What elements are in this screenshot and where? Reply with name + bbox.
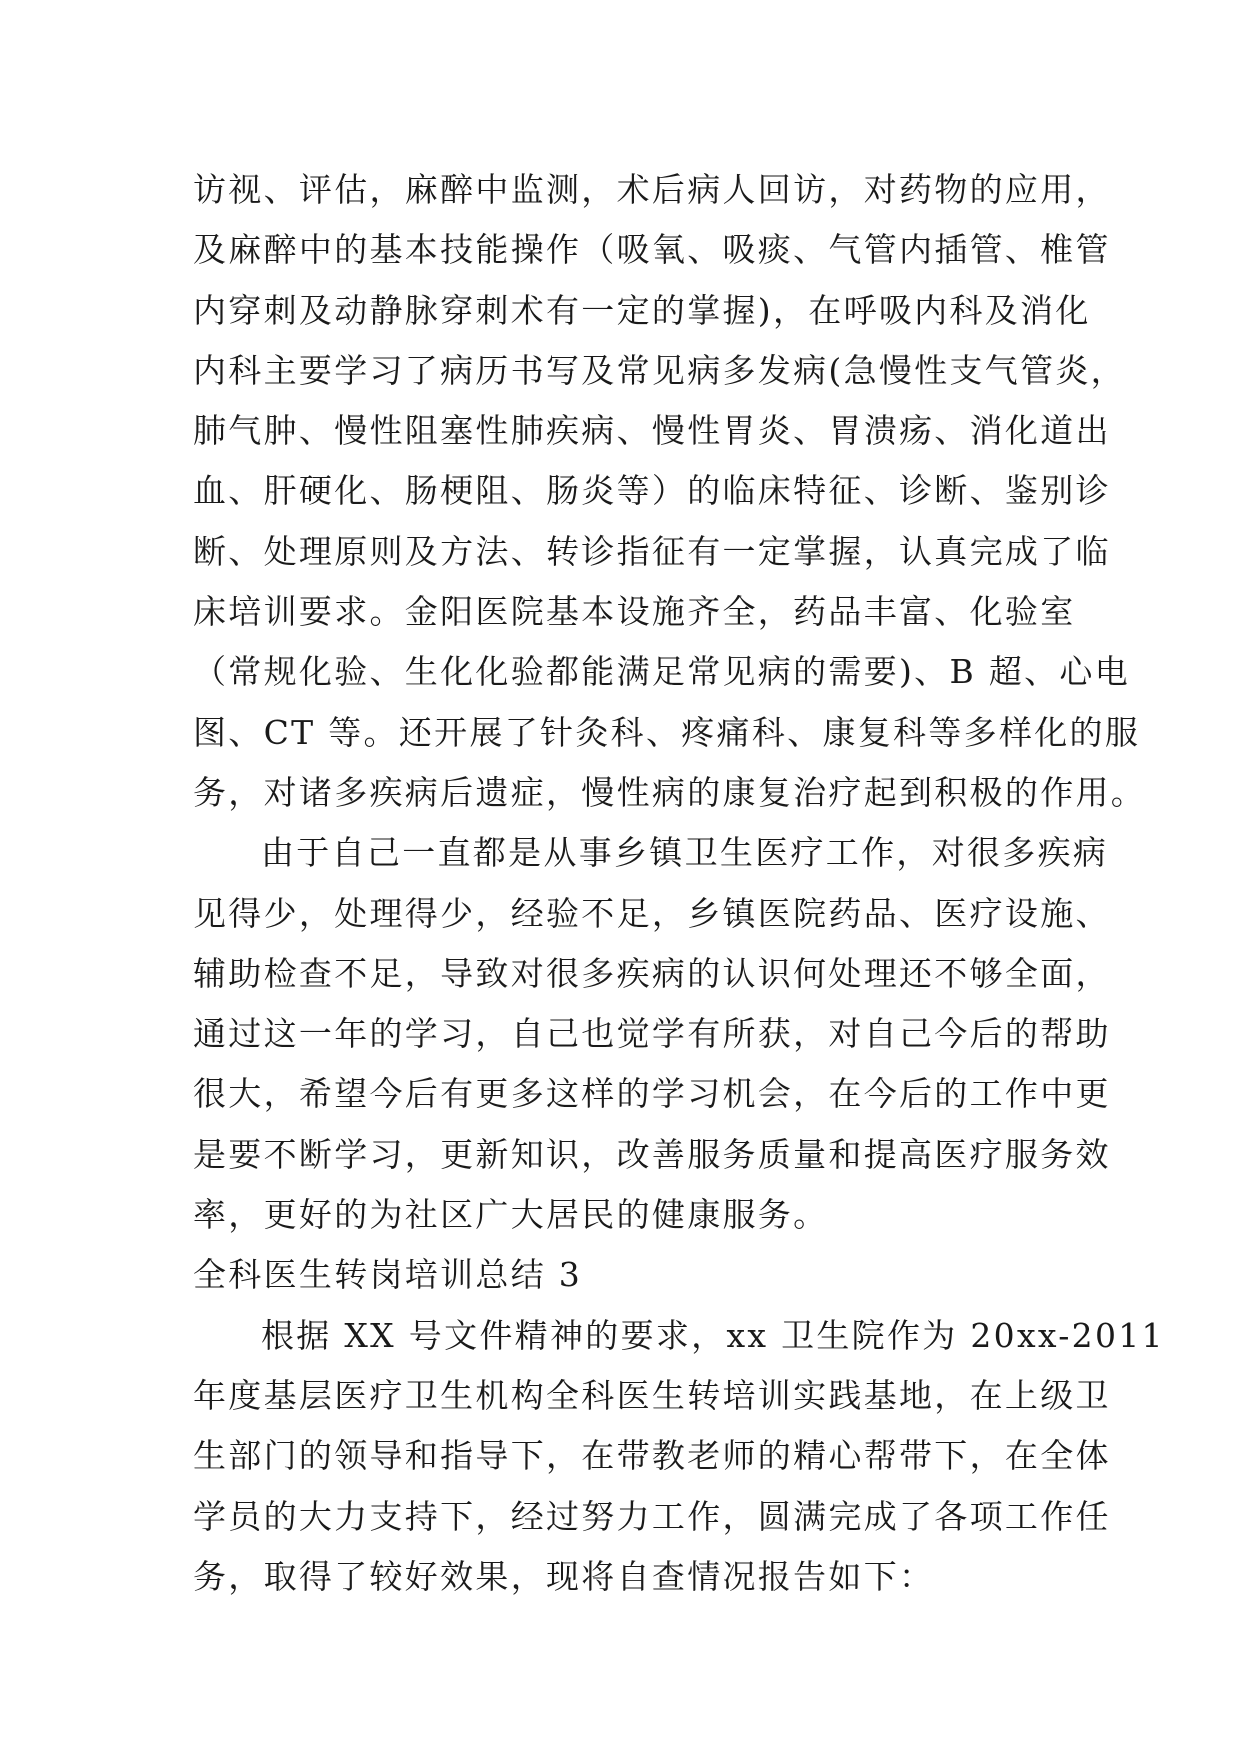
text-line: 访视、评估，麻醉中监测，术后病人回访，对药物的应用， (193, 170, 1111, 209)
text-line: 断、处理原则及方法、转诊指征有一定掌握，认真完成了临 (193, 531, 1111, 571)
text-line: 通过这一年的学习，自己也觉学有所获，对自己今后的帮助 (193, 1014, 1111, 1054)
paragraph-start-line: 由于自己一直都是从事乡镇卫生医疗工作，对很多疾病 (261, 833, 1109, 873)
document-body (193, 160, 1165, 1607)
text-line: 床培训要求。金阳医院基本设施齐全，药品丰富、化验室 (193, 592, 1076, 632)
text-line: 务，对诸多疾病后遗症，慢性病的康复治疗起到积极的作用。 (193, 772, 1147, 812)
text-line: （常规化验、生化化验都能满足常见病的需要)、B 超、心电 (193, 652, 1131, 692)
text-line: 率，更好的为社区广大居民的健康服务。 (193, 1195, 829, 1235)
text-line: 是要不断学习，更新知识，改善服务质量和提高医疗服务效 (193, 1134, 1111, 1174)
text-line: 很大，希望今后有更多这样的学习机会，在今后的工作中更 (193, 1074, 1111, 1114)
text-line: 血、肝硬化、肠梗阻、肠炎等）的临床特征、诊断、鉴别诊 (193, 471, 1111, 511)
text-line: 内穿刺及动静脉穿刺术有一定的掌握)，在呼吸内科及消化 (193, 290, 1091, 330)
text-line: 内科主要学习了病历书写及常见病多发病(急慢性支气管炎， (193, 350, 1126, 390)
text-line: 务，取得了较好效果，现将自查情况报告如下： (193, 1556, 935, 1596)
paragraph-start-line: 根据 XX 号文件精神的要求，xx 卫生院作为 20xx-2011 (261, 1315, 1165, 1355)
text-line: 生部门的领导和指导下，在带教老师的精心帮带下，在全体 (193, 1436, 1111, 1476)
text-line: 肺气肿、慢性阻塞性肺疾病、慢性胃炎、胃溃疡、消化道出 (193, 411, 1111, 451)
text-line: 及麻醉中的基本技能操作（吸氧、吸痰、气管内插管、椎管 (193, 230, 1111, 270)
text-line: 学员的大力支持下，经过努力工作，圆满完成了各项工作任 (193, 1496, 1111, 1536)
text-line: 见得少，处理得少，经验不足，乡镇医院药品、医疗设施、 (193, 893, 1111, 933)
text-line: 辅助检查不足，导致对很多疾病的认识何处理还不够全面， (193, 953, 1111, 993)
section-heading: 全科医生转岗培训总结 3 (193, 1255, 583, 1295)
text-line: 图、CT 等。还开展了针灸科、疼痛科、康复科等多样化的服 (193, 712, 1141, 752)
text-line: 年度基层医疗卫生机构全科医生转培训实践基地，在上级卫 (193, 1375, 1111, 1415)
